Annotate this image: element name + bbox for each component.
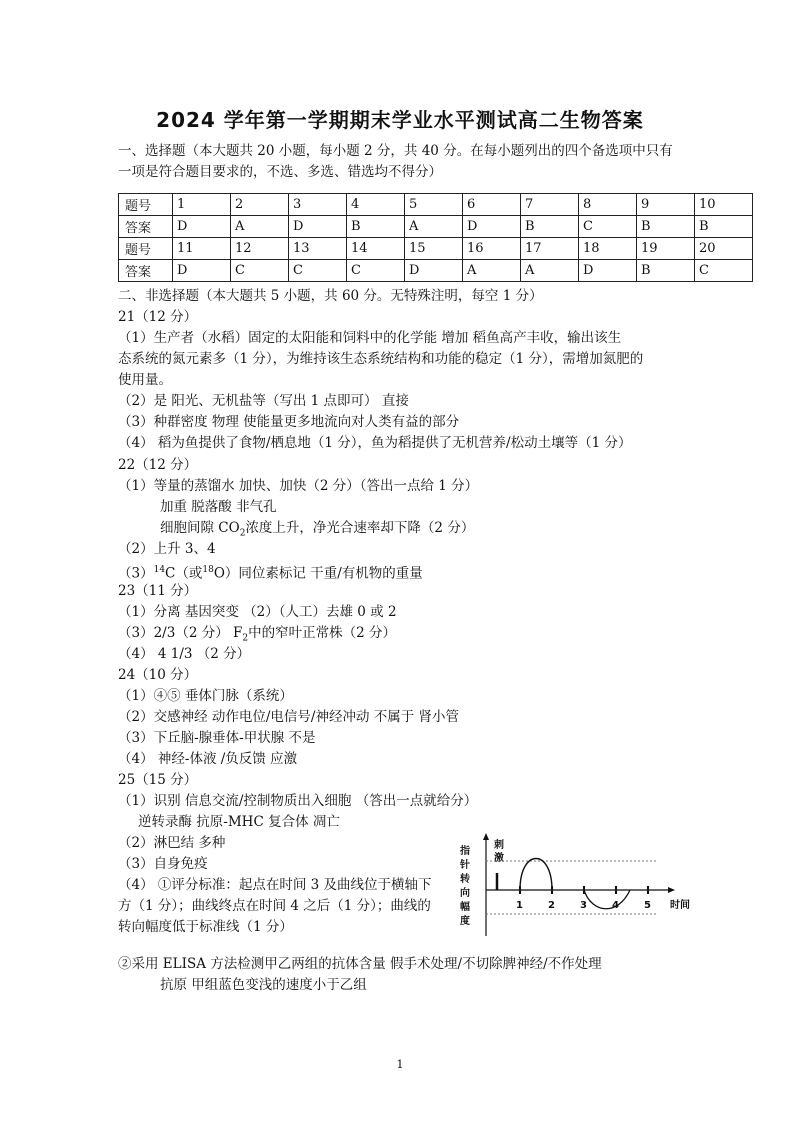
answer-table-cell: A <box>231 216 289 238</box>
answer-table-cell: A <box>405 216 463 238</box>
q23-line: （4） 4 1/3 （2 分） <box>118 646 251 662</box>
answer-table <box>118 193 753 282</box>
y-axis-label-char: 向 <box>460 888 470 899</box>
answer-table-cell: C <box>231 260 289 282</box>
answer-table-cell: D <box>173 216 231 238</box>
y-axis-label-char: 指 <box>460 846 470 857</box>
x-axis-arrow <box>668 887 675 893</box>
answer-table-row-header: 答案 <box>119 216 173 238</box>
x-tick-label: 1 <box>516 900 523 911</box>
answer-table-cell: 20 <box>695 238 753 260</box>
answer-table-cell: D <box>289 216 347 238</box>
answer-table-cell: 14 <box>347 238 405 260</box>
answer-table-row-header: 答案 <box>119 260 173 282</box>
section2-instruction: 二、非选择题（本大题共 5 小题，共 60 分。无特殊注明，每空 1 分） <box>118 288 543 304</box>
answer-table-cell: 7 <box>521 194 579 216</box>
q21-line: 态系统的氮元素多（1 分），为维持该生态系统结构和功能的稳定（1 分），需增加氮肥的 <box>118 351 644 367</box>
x-tick-label: 3 <box>580 900 587 911</box>
q21-header: 21（12 分） <box>118 309 198 325</box>
answer-table-row-header: 题号 <box>119 238 173 260</box>
q21-line: （1）生产者（水稻）固定的太阳能和饲料中的化学能 增加 稻鱼高产丰收，输出该生 <box>118 330 622 346</box>
answer-table-cell: 2 <box>231 194 289 216</box>
answer-table-cell: 15 <box>405 238 463 260</box>
q25-line: 转向幅度低于标准线（1 分） <box>118 919 293 935</box>
answer-table-cell: 5 <box>405 194 463 216</box>
q24-header: 24（10 分） <box>118 667 198 683</box>
answer-table-cell: C <box>347 260 405 282</box>
q22-line: 加重 脱落酸 非气孔 <box>160 499 277 515</box>
y-axis-label-char: 针 <box>460 860 470 871</box>
page-title: 2024 学年第一学期期末学业水平测试高二生物答案 <box>156 108 644 132</box>
q22-line: （1）等量的蒸馏水 加快、加快（2 分）（答出一点给 1 分） <box>118 478 479 494</box>
answer-table-row-header: 题号 <box>119 194 173 216</box>
x-tick-label: 4 <box>612 900 619 911</box>
q23-line: （3）2/3（2 分） $F_2$中的窄叶正常株（2 分） <box>118 625 396 644</box>
q22-line: （2）上升 3、4 <box>118 541 216 557</box>
y-axis-arrow <box>483 833 489 840</box>
y-axis-label-char: 幅 <box>460 902 470 913</box>
answer-table-cell: 3 <box>289 194 347 216</box>
q25-line: （3）自身免疫 <box>118 856 208 872</box>
answer-table-row <box>119 216 753 238</box>
x-tick-label: 5 <box>644 900 651 911</box>
q25-line: （4） ①评分标准：起点在时间 3 及曲线位于横轴下 <box>118 877 432 893</box>
q24-line: （4） 神经-体液 /负反馈 应激 <box>118 751 298 767</box>
q25-header: 25（15 分） <box>118 772 198 788</box>
q23-header: 23（11 分） <box>118 583 198 599</box>
section1-instruction-line2: 一项是符合题目要求的，不选、多选、错选均不得分） <box>118 164 442 180</box>
q21-line: 使用量。 <box>118 372 172 388</box>
answer-table-cell: B <box>695 216 753 238</box>
stimulus-label-char: 刺 <box>494 840 504 851</box>
answer-table-cell: D <box>463 216 521 238</box>
answer-table-cell: D <box>173 260 231 282</box>
answer-table-cell: A <box>521 260 579 282</box>
answer-table-cell: 8 <box>579 194 637 216</box>
answer-curve <box>584 890 630 909</box>
section1-instruction-line1: 一、选择题（本大题共 20 小题，每小题 2 分，共 40 分。在每小题列出的四个备选项中只有 <box>118 143 673 159</box>
answer-table-cell: 10 <box>695 194 753 216</box>
needle-deflection-graph <box>458 830 698 942</box>
answer-table-cell: D <box>405 260 463 282</box>
q23-line: （1）分离 基因突变 （2）（人工）去雄 0 或 2 <box>118 604 397 620</box>
answer-table-cell: C <box>695 260 753 282</box>
q25-line: 方（1 分）；曲线终点在时间 4 之后（1 分）；曲线的 <box>118 898 431 914</box>
stimulus-label-char: 激 <box>494 853 504 864</box>
answer-table-cell: C <box>579 216 637 238</box>
q25-line: （1）识别 信息交流/控制物质出入细胞 （答出一点就给分） <box>118 793 478 809</box>
answer-table-cell: 18 <box>579 238 637 260</box>
x-tick-label: 2 <box>548 900 555 911</box>
answer-table-cell: 12 <box>231 238 289 260</box>
q21-line: （2）是 阳光、无机盐等（写出 1 点即可） 直接 <box>118 393 409 409</box>
q24-line: （2）交感神经 动作电位/电信号/神经冲动 不属于 肾小管 <box>118 709 460 725</box>
q25-line: ②采用 ELISA 方法检测甲乙两组的抗体含量 假手术处理/不切除脾神经/不作处理 <box>118 956 602 972</box>
q24-line: （1）④⑤ 垂体门脉（系统） <box>118 688 293 704</box>
q25-line: 逆转录酶 抗原-MHC 复合体 凋亡 <box>138 814 340 830</box>
answer-table-cell: 9 <box>637 194 695 216</box>
q21-line: （3）种群密度 物理 使能量更多地流向对人类有益的部分 <box>118 414 460 430</box>
answer-table-row <box>119 194 753 216</box>
answer-table-cell: D <box>579 260 637 282</box>
answer-table-row <box>119 260 753 282</box>
x-axis-label: 时间 <box>670 900 690 911</box>
answer-table-cell: 16 <box>463 238 521 260</box>
answer-table-cell: B <box>347 216 405 238</box>
answer-table-cell: A <box>463 260 521 282</box>
answer-table-cell: 1 <box>173 194 231 216</box>
q22-header: 22（12 分） <box>118 457 198 473</box>
answer-table-row <box>119 238 753 260</box>
answer-table-cell: 13 <box>289 238 347 260</box>
q25-line: 抗原 甲组蓝色变浅的速度小于乙组 <box>160 977 367 993</box>
y-axis-label-char: 度 <box>460 916 470 927</box>
standard-curve <box>520 859 552 891</box>
q22-line: 细胞间隙 $CO_2$浓度上升，净光合速率却下降（2 分） <box>160 520 475 539</box>
page-number: 1 <box>396 1058 404 1071</box>
answer-table-cell: B <box>521 216 579 238</box>
q22-line: $(3)^{14}C$（或$^{18}$O）同位素标记 干重/有机物的重量 <box>118 565 423 582</box>
answer-table-cell: B <box>637 216 695 238</box>
q25-line: （2）淋巴结 多种 <box>118 835 226 851</box>
answer-table-cell: C <box>289 260 347 282</box>
answer-table-cell: 19 <box>637 238 695 260</box>
q24-line: （3）下丘脑-腺垂体-甲状腺 不是 <box>118 730 316 746</box>
answer-table-cell: 17 <box>521 238 579 260</box>
y-axis-label-char: 转 <box>460 874 470 885</box>
answer-table-cell: 11 <box>173 238 231 260</box>
q21-line: （4） 稻为鱼提供了食物/栖息地（1 分），鱼为稻提供了无机营养/松动土壤等（1 分） <box>118 435 632 451</box>
answer-table-cell: B <box>637 260 695 282</box>
answer-table-cell: 6 <box>463 194 521 216</box>
answer-table-cell: 4 <box>347 194 405 216</box>
